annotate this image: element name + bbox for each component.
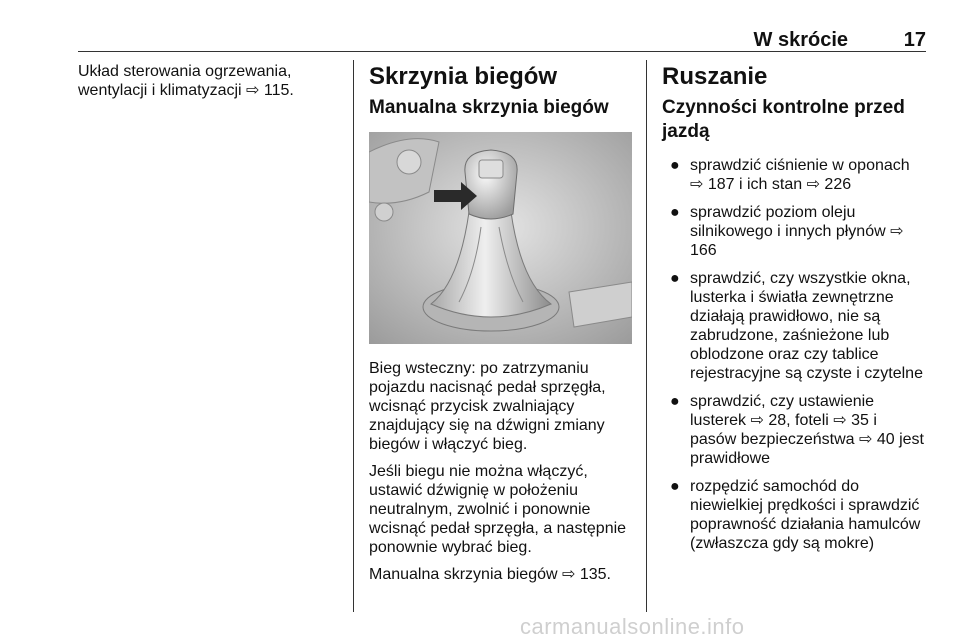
bullet-icon: ● (670, 204, 680, 221)
climate-control-reference: Układ sterowania ogrzewania, wentylacji i klimatyzacji ⇨ 115. (78, 63, 294, 99)
page-title: W skrócie (753, 29, 848, 51)
list-item: ● sprawdzić ciśnienie w oponach ⇨ 187 i ich stan ⇨ 226 (670, 157, 910, 193)
section-heading-starting: Ruszanie (662, 63, 768, 90)
list-item: ● sprawdzić, czy wszystkie okna, lusterka i światła zewnętrzne działają prawidłowo, nie są zabrudzone, zaśnieżone lub oblodzone oraz czy tablice rejestracyjne są czyste i czytelne (670, 270, 923, 382)
column-middle (369, 62, 634, 592)
list-item: ● sprawdzić, czy ustawienie lusterek ⇨ 28, foteli ⇨ 35 i pasów bezpieczeństwa ⇨ 40 jest prawidłowe (670, 393, 924, 467)
subheading-manual-gearbox: Manualna skrzynia biegów (369, 97, 609, 118)
section-heading-gearbox: Skrzynia biegów (369, 63, 558, 90)
subheading-pre-drive-checks: Czynności kontrolne przed jazdą (662, 97, 905, 142)
reverse-gear-instruction: Bieg wsteczny: po zatrzymaniu pojazdu nacisnąć pedał sprzęgła, wcisnąć przycisk zwalniający znajdujący się na dźwigni zmiany biegów i włączyć bieg. (369, 360, 606, 453)
column-divider-1 (353, 60, 354, 612)
bullet-icon: ● (670, 157, 680, 174)
column-right (662, 62, 927, 562)
column-left (78, 62, 343, 108)
list-item: ● rozpędzić samochód do niewielkiej prędkości i sprawdzić poprawność działania hamulców (zwłaszcza gdy są mokre) (670, 478, 921, 552)
bullet-icon: ● (670, 270, 680, 287)
watermark: carmanualsonline.info (520, 614, 745, 639)
gear-lever-illustration (369, 132, 632, 344)
page-number: 17 (903, 29, 926, 51)
manual-gearbox-reference: Manualna skrzynia biegów ⇨ 135. (369, 566, 611, 583)
pre-drive-checklist (662, 156, 927, 553)
bullet-icon: ● (670, 478, 680, 495)
column-divider-2 (646, 60, 647, 612)
header-divider (78, 51, 926, 52)
gear-engage-fallback-instruction: Jeśli biegu nie można włączyć, ustawić dźwignię w położeniu neutralnym, zwolnić i ponownie wcisnąć pedał sprzęgła, a następnie ponownie wybrać bieg. (369, 463, 627, 556)
bullet-icon: ● (670, 393, 680, 410)
list-item: ● sprawdzić poziom oleju silnikowego i innych płynów ⇨ 166 (670, 204, 904, 259)
